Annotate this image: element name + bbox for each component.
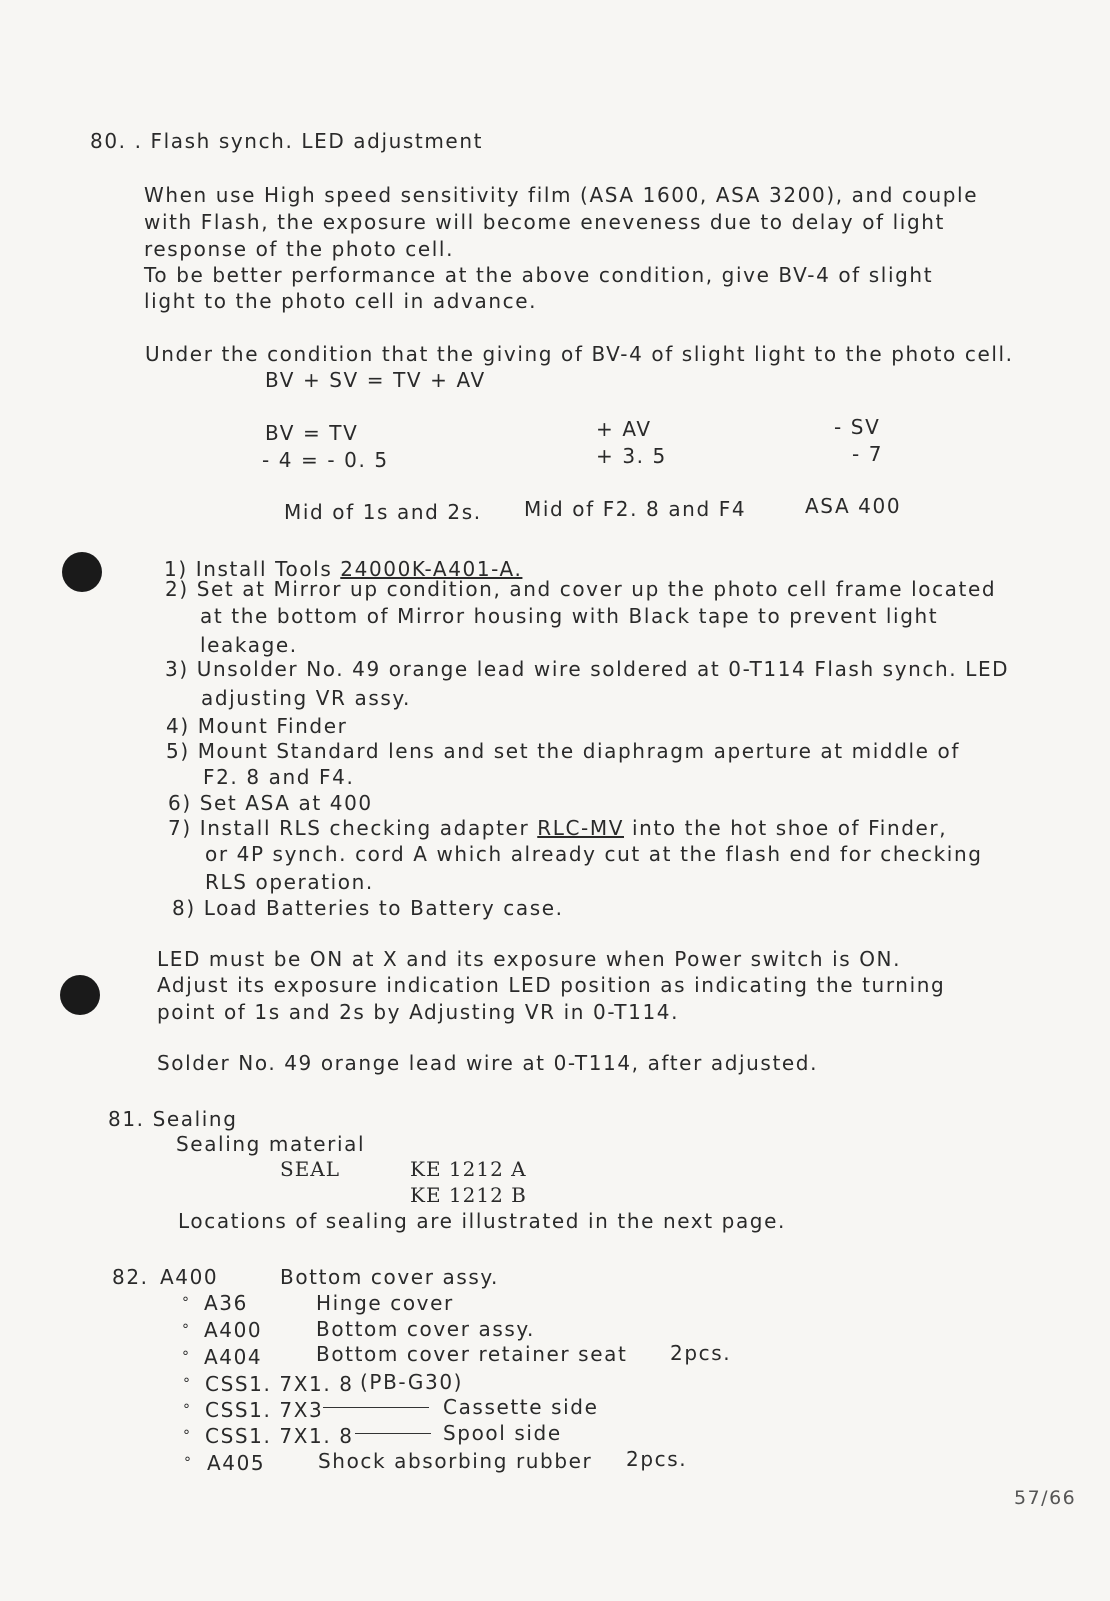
step-2-line1: 2) Set at Mirror up condition, and cover up the photo cell frame located [165,577,997,601]
part-5-code: CSS1. 7X3 [205,1398,324,1422]
part-3-desc: Bottom cover retainer seat [316,1342,628,1366]
punch-hole-bottom [60,975,100,1015]
part-2-code: A400 [204,1318,263,1342]
bullet-icon: ° [183,1402,190,1418]
led-line3: point of 1s and 2s by Adjusting VR in 0-T114. [157,1000,680,1024]
part-4-code: CSS1. 7X1. 8 [205,1372,354,1396]
bullet-icon: ° [184,1455,191,1471]
led-line1: LED must be ON at X and its exposure when Power switch is ON. [157,947,902,971]
step-4: 4) Mount Finder [166,714,348,738]
bullet-icon: ° [183,1376,190,1392]
solder-line: Solder No. 49 orange lead wire at 0-T114, after adjusted. [157,1051,819,1075]
punch-hole-top [62,552,102,592]
seal-ke-b: KE 1212 B [410,1183,527,1207]
part-6-code: CSS1. 7X1. 8 [205,1424,354,1448]
bullet-icon: ° [182,1349,189,1365]
leader-line [355,1433,431,1434]
eq-row2-left: - 4 = - 0. 5 [262,448,389,472]
part-2-desc: Bottom cover assy. [316,1317,535,1341]
section-82-code: A400 [160,1265,219,1289]
step-5-line1: 5) Mount Standard lens and set the diaphragm aperture at middle of [166,739,961,763]
part-3-code: A404 [204,1345,263,1369]
equation: BV + SV = TV + AV [265,368,486,392]
eq-row1-left: BV = TV [265,421,359,445]
para1-line5: light to the photo cell in advance. [144,289,538,313]
mid-aperture: Mid of F2. 8 and F4 [524,497,747,521]
mid-asa: ASA 400 [805,494,902,518]
para1-line2: with Flash, the exposure will become eneveness due to delay of light [144,210,945,234]
step-2-line2: at the bottom of Mirror housing with Black tape to prevent light [200,604,939,628]
led-line2: Adjust its exposure indication LED position as indicating the turning [157,973,946,997]
step-2-line3: leakage. [200,633,298,657]
leader-line [323,1407,429,1408]
eq-row2-mid: + 3. 5 [596,444,667,468]
eq-row2-right: - 7 [852,442,884,466]
eq-row1-mid: + AV [596,417,652,441]
mid-shutter: Mid of 1s and 2s. [284,500,482,524]
step-3-line1: 3) Unsolder No. 49 orange lead wire soldered at 0-T114 Flash synch. LED [165,657,1010,681]
para1-line3: response of the photo cell. [144,237,455,261]
step-8: 8) Load Batteries to Battery case. [172,896,564,920]
part-1-desc: Hinge cover [316,1291,454,1315]
step-7-line3: RLS operation. [205,870,374,894]
part-6-desc: Spool side [443,1421,562,1445]
part-5-desc: Cassette side [443,1395,599,1419]
part-7-qty: 2pcs. [626,1447,688,1471]
step-7-line1: 7) Install RLS checking adapter RLC-MV into the hot shoe of Finder, [168,816,948,840]
bullet-icon: ° [182,1295,189,1311]
section-82-number: 82. [112,1265,149,1289]
section-81-title: 81. Sealing [108,1107,238,1131]
sealing-locations: Locations of sealing are illustrated in the next page. [178,1209,786,1233]
part-7-desc: Shock absorbing rubber [318,1449,593,1473]
step-3-line2: adjusting VR assy. [201,686,411,710]
step-1: 1) Install Tools 24000K-A401-A. [164,557,523,581]
adapter-code: RLC-MV [537,816,624,840]
page-number: 57/66 [1014,1487,1077,1509]
condition-text: Under the condition that the giving of BV-4 of slight light to the photo cell. [145,342,1014,366]
seal-ke-a: KE 1212 A [410,1157,527,1181]
part-1-code: A36 [204,1291,248,1315]
part-4-desc: (PB-G30) [360,1370,464,1394]
part-3-qty: 2pcs. [670,1341,732,1365]
part-7-code: A405 [207,1451,266,1475]
seal-label: SEAL [280,1157,341,1181]
para1-line4: To be better performance at the above condition, give BV-4 of slight [144,263,934,287]
bullet-icon: ° [183,1428,190,1444]
sealing-material-label: Sealing material [176,1132,366,1156]
eq-row1-right: - SV [834,415,881,439]
section-82-name: Bottom cover assy. [280,1265,499,1289]
section-80-title: 80. . Flash synch. LED adjustment [90,129,484,153]
bullet-icon: ° [182,1322,189,1338]
step-7-line2: or 4P synch. cord A which already cut at the flash end for checking [205,842,983,866]
para1-line1: When use High speed sensitivity film (ASA 1600, ASA 3200), and couple [144,183,979,207]
step-5-line2: F2. 8 and F4. [203,765,355,789]
tool-number: 24000K-A401-A. [340,557,523,581]
step-6: 6) Set ASA at 400 [168,791,373,815]
